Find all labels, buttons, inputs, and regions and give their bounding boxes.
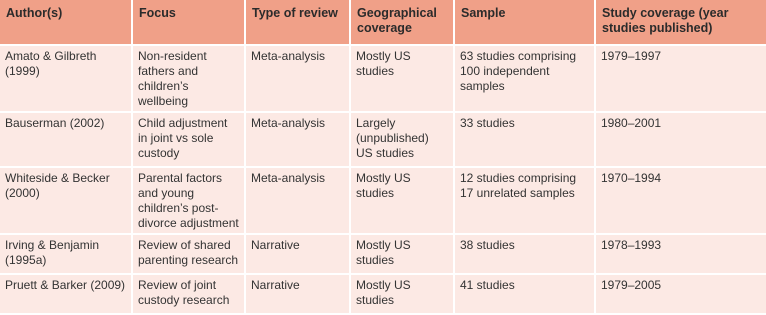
cell-authors: Irving & Benjamin (1995a) (0, 234, 132, 274)
cell-focus: Review of shared parenting research (132, 234, 245, 274)
cell-study-coverage: 1970–1994 (595, 167, 766, 234)
header-sample: Sample (454, 0, 595, 45)
table-row (0, 45, 766, 112)
cell-authors: Bauserman (2002) (0, 112, 132, 167)
cell-study-coverage: 1979–2005 (595, 274, 766, 314)
cell-geographical-coverage: Largely (unpublished) US studies (350, 112, 454, 167)
cell-authors: Pruett & Barker (2009) (0, 274, 132, 314)
cell-sample: 38 studies (454, 234, 595, 274)
header-authors: Author(s) (0, 0, 132, 45)
cell-type-of-review: Narrative (245, 274, 350, 314)
cell-type-of-review: Meta-analysis (245, 45, 350, 112)
cell-geographical-coverage: Mostly US studies (350, 234, 454, 274)
cell-focus: Review of joint custody research (132, 274, 245, 314)
cell-type-of-review: Narrative (245, 234, 350, 274)
cell-authors: Whiteside & Becker (2000) (0, 167, 132, 234)
cell-geographical-coverage: Mostly US studies (350, 274, 454, 314)
cell-focus: Child adjustment in joint vs sole custody (132, 112, 245, 167)
cell-sample: 63 studies comprising 100 independent samples (454, 45, 595, 112)
header-geographical-coverage: Geographical coverage (350, 0, 454, 45)
cell-geographical-coverage: Mostly US studies (350, 45, 454, 112)
table-row (0, 234, 766, 274)
header-row (0, 0, 766, 45)
cell-study-coverage: 1978–1993 (595, 234, 766, 274)
header-focus: Focus (132, 0, 245, 45)
cell-type-of-review: Meta-analysis (245, 167, 350, 234)
cell-sample: 41 studies (454, 274, 595, 314)
table-row (0, 274, 766, 314)
cell-study-coverage: 1980–2001 (595, 112, 766, 167)
table-row (0, 167, 766, 234)
cell-focus: Non-resident fathers and children’s wellbeing (132, 45, 245, 112)
cell-geographical-coverage: Mostly US studies (350, 167, 454, 234)
cell-focus: Parental factors and young children’s post-divorce adjustment (132, 167, 245, 234)
table-row (0, 112, 766, 167)
cell-sample: 33 studies (454, 112, 595, 167)
cell-sample: 12 studies comprising 17 unrelated samples (454, 167, 595, 234)
cell-type-of-review: Meta-analysis (245, 112, 350, 167)
header-study-coverage: Study coverage (year studies published) (595, 0, 766, 45)
cell-study-coverage: 1979–1997 (595, 45, 766, 112)
cell-authors: Amato & Gilbreth (1999) (0, 45, 132, 112)
header-type-of-review: Type of review (245, 0, 350, 45)
